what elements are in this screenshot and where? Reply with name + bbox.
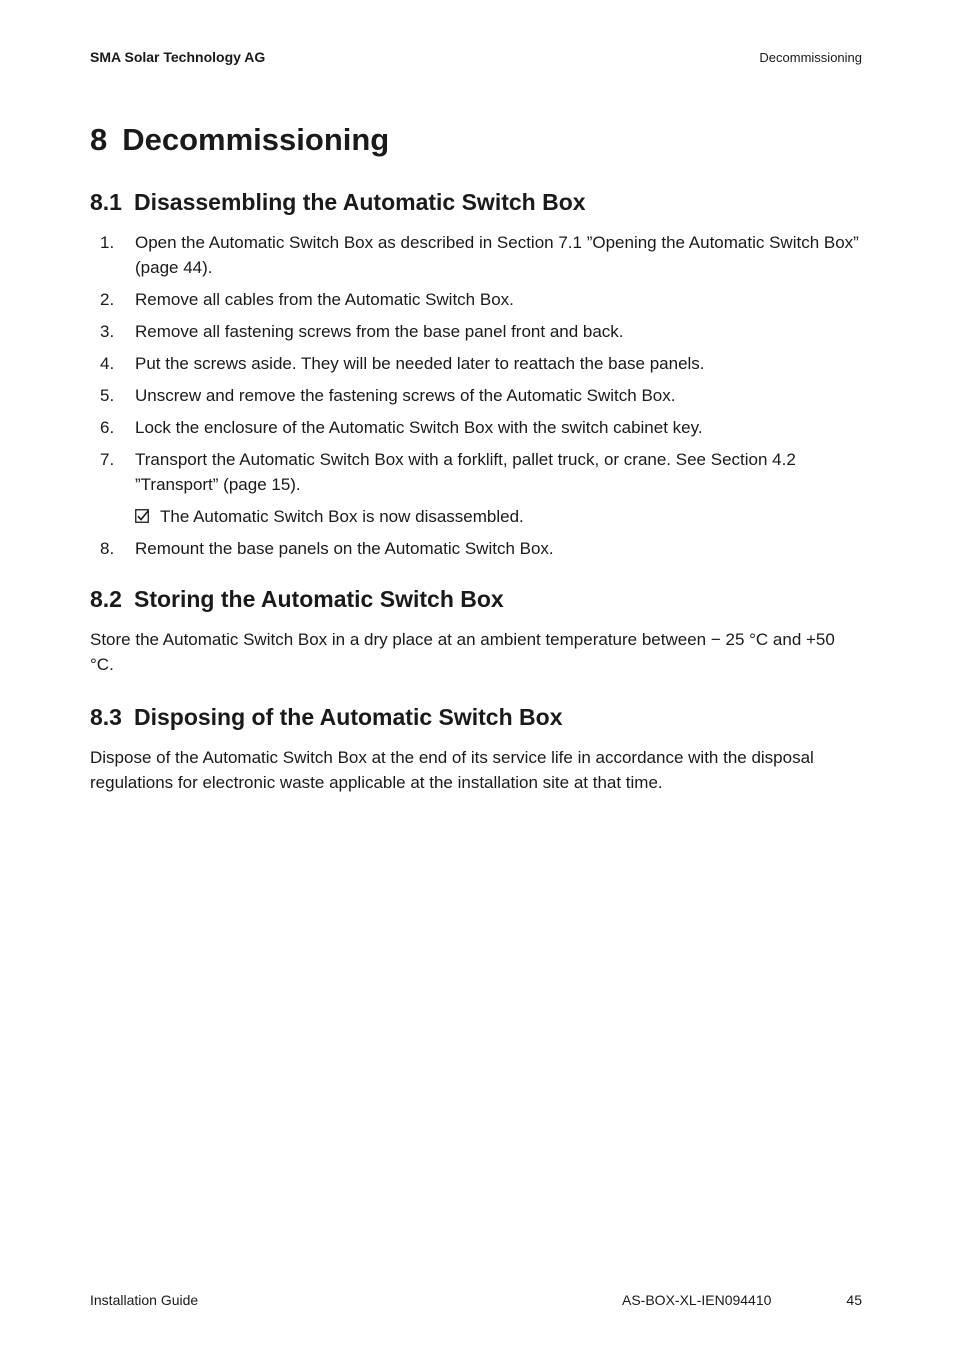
list-item bbox=[90, 536, 860, 561]
footer-doc-id: AS-BOX-XL-IEN094410 bbox=[622, 1292, 772, 1308]
storage-paragraph: Store the Automatic Switch Box in a dry place at an ambient temperature between − 25 °C and +50 °C. bbox=[90, 630, 835, 674]
step-number: 1. bbox=[100, 233, 115, 252]
step-text: Remove all cables from the Automatic Switch Box. bbox=[135, 290, 514, 309]
step-text: Unscrew and remove the fastening screws of the Automatic Switch Box. bbox=[135, 386, 676, 405]
section-title: Disassembling the Automatic Switch Box bbox=[133, 189, 586, 215]
result-text: The Automatic Switch Box is now disassembled. bbox=[160, 507, 524, 526]
chapter-number: 8 bbox=[90, 122, 108, 157]
page-number: 45 bbox=[846, 1292, 862, 1308]
step-number: 7. bbox=[100, 450, 115, 469]
list-item bbox=[90, 351, 860, 376]
header-company: SMA Solar Technology AG bbox=[90, 49, 266, 65]
step-result bbox=[90, 504, 860, 529]
section-number: 8.3 bbox=[90, 704, 122, 730]
step-number: 3. bbox=[100, 322, 115, 341]
step-text: Remount the base panels on the Automatic Switch Box. bbox=[135, 539, 554, 558]
step-text: Remove all fastening screws from the base panel front and back. bbox=[135, 322, 624, 341]
section-number: 8.2 bbox=[90, 586, 122, 612]
section-heading-8-3 bbox=[90, 704, 562, 731]
list-item bbox=[90, 319, 860, 344]
header-section: Decommissioning bbox=[759, 50, 862, 65]
section-heading-8-2 bbox=[90, 586, 504, 613]
section-heading-8-1 bbox=[90, 189, 586, 216]
section-title: Disposing of the Automatic Switch Box bbox=[133, 704, 563, 730]
list-item bbox=[90, 230, 860, 280]
step-number: 5. bbox=[100, 386, 115, 405]
list-item bbox=[90, 287, 860, 312]
footer-guide: Installation Guide bbox=[90, 1292, 199, 1308]
chapter-title bbox=[90, 122, 389, 158]
step-text: Put the screws aside. They will be needed later to reattach the base panels. bbox=[135, 354, 705, 373]
step-text: Transport the Automatic Switch Box with a forklift, pallet truck, or crane. See Section 4.2 ”Transport” (page 15). bbox=[135, 450, 796, 494]
step-number: 4. bbox=[100, 354, 115, 373]
list-item bbox=[90, 383, 860, 408]
checkbox-checked-icon bbox=[135, 509, 149, 523]
section-title: Storing the Automatic Switch Box bbox=[133, 586, 504, 612]
step-number: 2. bbox=[100, 290, 115, 309]
disassembly-steps bbox=[90, 230, 860, 568]
step-text: Open the Automatic Switch Box as described in Section 7.1 ”Opening the Automatic Switch Box” (page 44). bbox=[135, 233, 859, 277]
list-item bbox=[90, 447, 860, 497]
chapter-title-text: Decommissioning bbox=[122, 122, 390, 157]
step-number: 8. bbox=[100, 539, 115, 558]
section-number: 8.1 bbox=[90, 189, 122, 215]
step-number: 6. bbox=[100, 418, 115, 437]
disposal-paragraph: Dispose of the Automatic Switch Box at the end of its service life in accordance with the disposal regulations for electronic waste applicable at the installation site at that time. bbox=[90, 748, 814, 792]
list-item bbox=[90, 415, 860, 440]
step-text: Lock the enclosure of the Automatic Switch Box with the switch cabinet key. bbox=[135, 418, 703, 437]
